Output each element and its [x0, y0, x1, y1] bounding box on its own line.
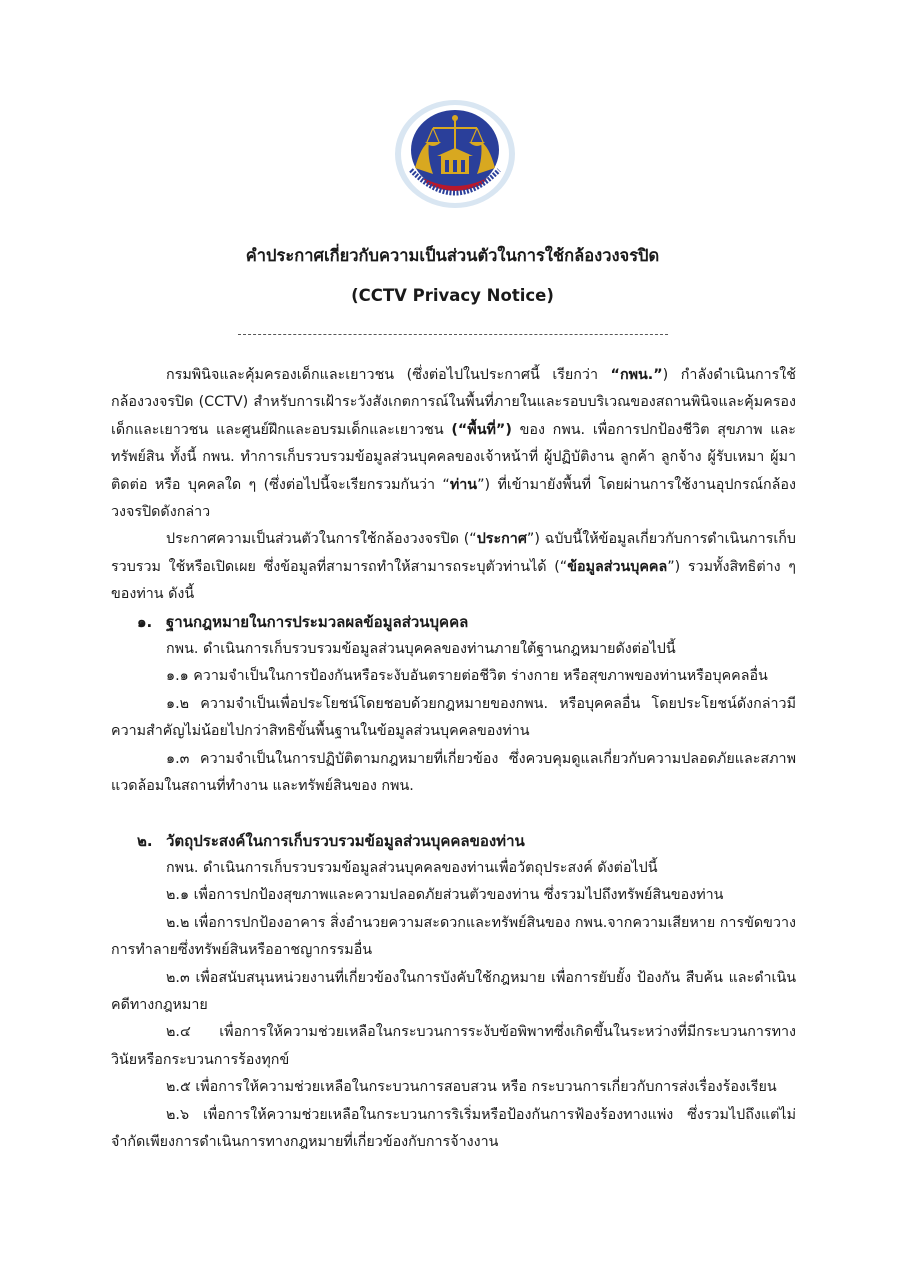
section-spacer	[111, 801, 796, 828]
dashed-divider	[238, 334, 668, 335]
section-2-number: ๒.	[137, 831, 153, 850]
section-2-item: ๒.๒ เพื่อการปกป้องอาคาร สิ่งอำนวยความสะดวกและทรัพย์สินของ กพน.จากความเสียหาย การขัดขวาง การทำลายซึ่งทรัพย์สินหรืออาชญากรรมอื่น	[111, 914, 796, 959]
section-2-heading	[111, 828, 796, 855]
section-1-lead: กพน. ดำเนินการเก็บรวบรวมข้อมูลส่วนบุคคลของท่านภายใต้ฐานกฎหมายดังต่อไปนี้	[166, 641, 676, 658]
section-2-item: ๒.๑ เพื่อการปกป้องสุขภาพและความปลอดภัยส่วนตัวของท่าน ซึ่งรวมไปถึงทรัพย์สินของท่าน	[166, 887, 724, 904]
section-2-title: วัตถุประสงค์ในการเก็บรวบรวมข้อมูลส่วนบุคคลของท่าน	[166, 831, 525, 850]
department-seal-logo	[393, 98, 517, 210]
section-2-item: ๒.๖ เพื่อการให้ความช่วยเหลือในกระบวนการริเริ่มหรือป้องกันการฟ้องร้องทางแพ่ง ซึ่งรวมไปถึงแต่ไม่จำกัดเพียงการดำเนินการทางกฎหมายที่เกี่ยวข้องกับการจ้างงาน	[111, 1106, 796, 1150]
section-1-heading	[111, 609, 796, 636]
section-2-item: ๒.๔ เพื่อการให้ความช่วยเหลือในกระบวนการระงับข้อพิพาทซึ่งเกิดขึ้นในระหว่างที่มีกระบวนการทางวินัยหรือกระบวนการร้องทุกข์	[111, 1024, 796, 1068]
section-2-lead: กพน. ดำเนินการเก็บรวบรวมข้อมูลส่วนบุคคลของท่านเพื่อวัตถุประสงค์ ดังต่อไปนี้	[166, 859, 658, 876]
notice-body	[111, 362, 796, 1156]
section-1-number: ๑.	[137, 612, 153, 631]
section-2-item: ๒.๓ เพื่อสนับสนุนหน่วยงานที่เกี่ยวข้องในการบังคับใช้กฎหมาย เพื่อการยับยั้ง ป้องกัน สืบค้น และดำเนินคดีทางกฎหมาย	[111, 969, 796, 1013]
page-title: คำประกาศเกี่ยวกับความเป็นส่วนตัวในการใช้กล้องวงจรปิด	[245, 246, 660, 265]
section-2-item: ๒.๕ เพื่อการให้ความช่วยเหลือในกระบวนการสอบสวน หรือ กระบวนการเกี่ยวกับการส่งเรื่องร้องเรียน	[166, 1079, 777, 1096]
section-1-title: ฐานกฎหมายในการประมวลผลข้อมูลส่วนบุคคล	[166, 612, 469, 631]
intro-paragraph-1: กรมพินิจและคุ้มครองเด็กและเยาวชน (ซึ่งต่อไปในประกาศนี้ เรียกว่า “กพน.”) กำลังดำเนินการใช้กล้องวงจรปิด (CCTV) สำหรับการเฝ้าระวังสังเกตการณ์ในพื้นที่ภายในและรอบบริเวณของสถานพินิจและคุ้มครองเด็กและเยาวชน และศูนย์ฝึกและอบรมเด็กและเยาวชน (“พื้นที่”) ของ กพน. เพื่อการปกป้องชีวิต สุขภาพ และทรัพย์สิน ทั้งนี้ กพน. ทำการเก็บรวบรวมข้อมูลส่วนบุคคลของเจ้าหน้าที่ ผู้ปฏิบัติงาน ลูกค้า ลูกจ้าง ผู้รับเหมา ผู้มาติดต่อ หรือ บุคคลใด ๆ (ซึ่งต่อไปนี้จะเรียกรวมกันว่า “ท่าน”) ที่เข้ามายังพื้นที่ โดยผ่านการใช้งานอุปกรณ์กล้องวงจรปิดดังกล่าว	[111, 367, 796, 521]
page-subtitle: (CCTV Privacy Notice)	[351, 286, 554, 305]
section-1-item: ๑.๑ ความจำเป็นในการป้องกันหรือระงับอันตรายต่อชีวิต ร่างกาย หรือสุขภาพของท่านหรือบุคคลอื่น	[166, 668, 768, 685]
intro-paragraph-2: ประกาศความเป็นส่วนตัวในการใช้กล้องวงจรปิด (“ประกาศ”) ฉบับนี้ให้ข้อมูลเกี่ยวกับการดำเนินการเก็บรวบรวม ใช้หรือเปิดเผย ซึ่งข้อมูลที่สามารถทำให้สามารถระบุตัวท่านได้ (“ข้อมูลส่วนบุคคล”) รวมทั้งสิทธิต่าง ๆ ของท่าน ดังนี้	[111, 531, 796, 603]
section-1-item: ๑.๓ ความจำเป็นในการปฏิบัติตามกฎหมายที่เกี่ยวข้อง ซึ่งควบคุมดูแลเกี่ยวกับความปลอดภัยและสภาพแวดล้อมในสถานที่ทำงาน และทรัพย์สินของ กพน.	[111, 750, 796, 795]
section-1-item: ๑.๒ ความจำเป็นเพื่อประโยชน์โดยชอบด้วยกฎหมายของกพน. หรือบุคคลอื่น โดยประโยชน์ดังกล่าวมีความสำคัญไม่น้อยไปกว่าสิทธิขั้นพื้นฐานในข้อมูลส่วนบุคคลของท่าน	[111, 695, 796, 740]
